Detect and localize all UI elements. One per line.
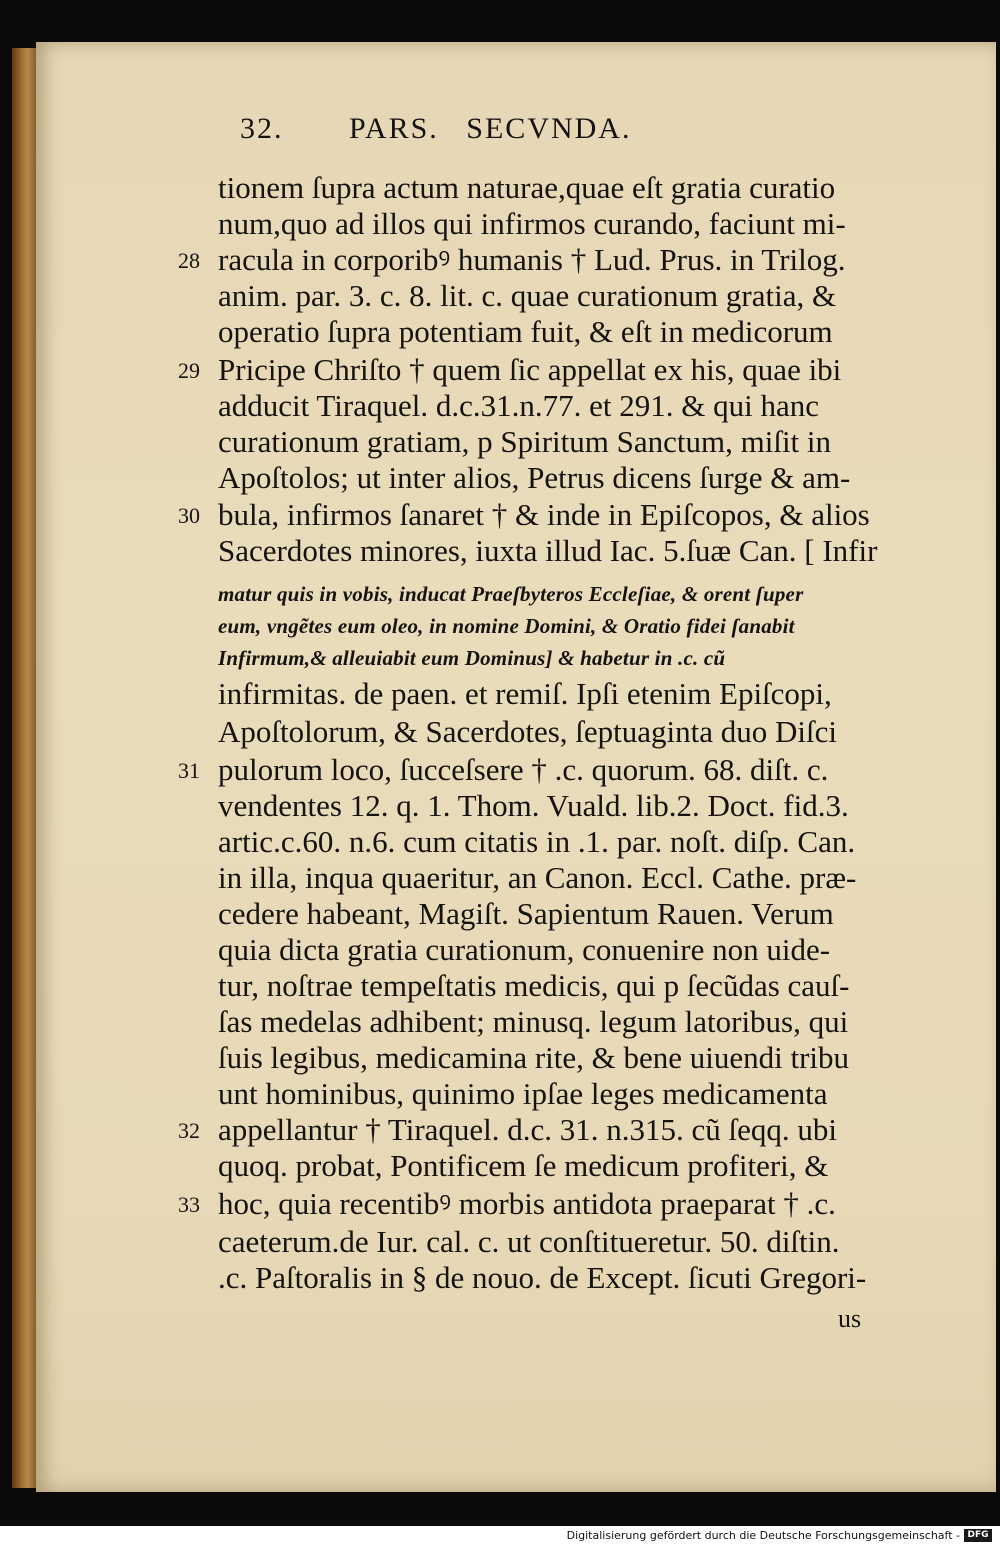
text-line: Sacerdotes minores, iuxta illud Iac. 5.ſuæ Can. [ Infir xyxy=(218,533,878,568)
margin-number: 31 xyxy=(178,758,200,783)
page-number: 32. xyxy=(240,112,284,145)
margin-number: 29 xyxy=(178,358,200,383)
margin-number: 33 xyxy=(178,1192,200,1217)
text-line: Apoſtolorum, & Sacerdotes, ſeptuaginta duo Diſci xyxy=(218,714,838,749)
italic-quote-line: Infirmum,& alleuiabit eum Dominus] & habetur in .c. cũ xyxy=(218,646,726,670)
text-line: tionem ſupra actum naturae,quae eſt gratia curatio xyxy=(218,170,836,205)
text-line: adducit Tiraquel. d.c.31.n.77. et 291. & qui hanc xyxy=(218,388,819,423)
text-line: cedere habeant, Magiſt. Sapientum Rauen. Verum xyxy=(218,896,834,931)
text-line: unt hominibus, quinimo ipſae leges medicamenta xyxy=(218,1076,828,1111)
text-line: quia dicta gratia curationum, conuenire non uide- xyxy=(218,932,831,967)
text-line: quoq. probat, Pontificem ſe medicum profiteri, & xyxy=(218,1148,829,1183)
text-line: in illa, inqua quaeritur, an Canon. Eccl. Cathe. præ- xyxy=(218,860,857,895)
text-line: ſuis legibus, medicamina rite, & bene uiuendi tribu xyxy=(218,1040,850,1075)
text-line: anim. par. 3. c. 8. lit. c. quae curationum gratia, & xyxy=(218,278,837,313)
text-line: appellantur † Tiraquel. d.c. 31. n.315. cũ ſeqq. ubi xyxy=(218,1112,838,1147)
text-line: caeterum.de Iur. cal. c. ut conſtitueretur. 50. diſtin. xyxy=(218,1224,840,1259)
text-line: ſas medelas adhibent; minusq. legum latoribus, qui xyxy=(218,1004,849,1039)
text-line: Apoſtolos; ut inter alios, Petrus dicens ſurge & am- xyxy=(218,460,851,495)
catchword: us xyxy=(838,1304,862,1333)
margin-number: 30 xyxy=(178,503,200,528)
text-line: racula in corporibꝰ humanis † Lud. Prus. in Trilog. xyxy=(218,242,846,277)
book-page-edge xyxy=(12,48,38,1488)
italic-quote-line: eum, vngẽtes eum oleo, in nomine Domini, & Oratio fidei ſanabit xyxy=(218,614,795,638)
text-line: .c. Paſtoralis in § de nouo. de Except. ſicuti Gregori- xyxy=(218,1260,867,1295)
running-header xyxy=(240,112,631,146)
funding-credit: Digitalisierung gefördert durch die Deutsche Forschungsgemeinschaft - xyxy=(566,1529,960,1542)
text-line: vendentes 12. q. 1. Thom. Vuald. lib.2. Doct. fid.3. xyxy=(218,788,849,823)
text-line: hoc, quia recentibꝰ morbis antidota praeparat † .c. xyxy=(218,1186,836,1221)
margin-number: 32 xyxy=(178,1118,200,1143)
text-line: Pricipe Chriſto † quem ſic appellat ex his, quae ibi xyxy=(218,352,842,387)
text-line: tur, noſtrae tempeſtatis medicis, qui p ſecũdas cauſ- xyxy=(218,968,850,1003)
header-title-part: PARS. xyxy=(349,112,439,145)
text-line: num,quo ad illos qui infirmos curando, faciunt mi- xyxy=(218,206,846,241)
text-line: infirmitas. de paen. et remiſ. Ipſi etenim Epiſcopi, xyxy=(218,676,832,711)
margin-number: 28 xyxy=(178,248,200,273)
italic-quote-line: matur quis in vobis, inducat Praeſbyteros Eccleſiae, & orent ſuper xyxy=(218,582,804,606)
dfg-logo: DFG xyxy=(964,1529,992,1542)
text-line: operatio ſupra potentiam fuit, & eſt in medicorum xyxy=(218,314,833,349)
text-line: artic.c.60. n.6. cum citatis in .1. par. noſt. diſp. Can. xyxy=(218,824,856,859)
text-line: pulorum loco, ſucceſsere † .c. quorum. 68. diſt. c. xyxy=(218,752,829,787)
text-line: bula, infirmos ſanaret † & inde in Epiſcopos, & alios xyxy=(218,497,870,532)
text-line: curationum gratiam, p Spiritum Sanctum, miſit in xyxy=(218,424,832,459)
header-title-section: SECVNDA. xyxy=(466,112,632,145)
